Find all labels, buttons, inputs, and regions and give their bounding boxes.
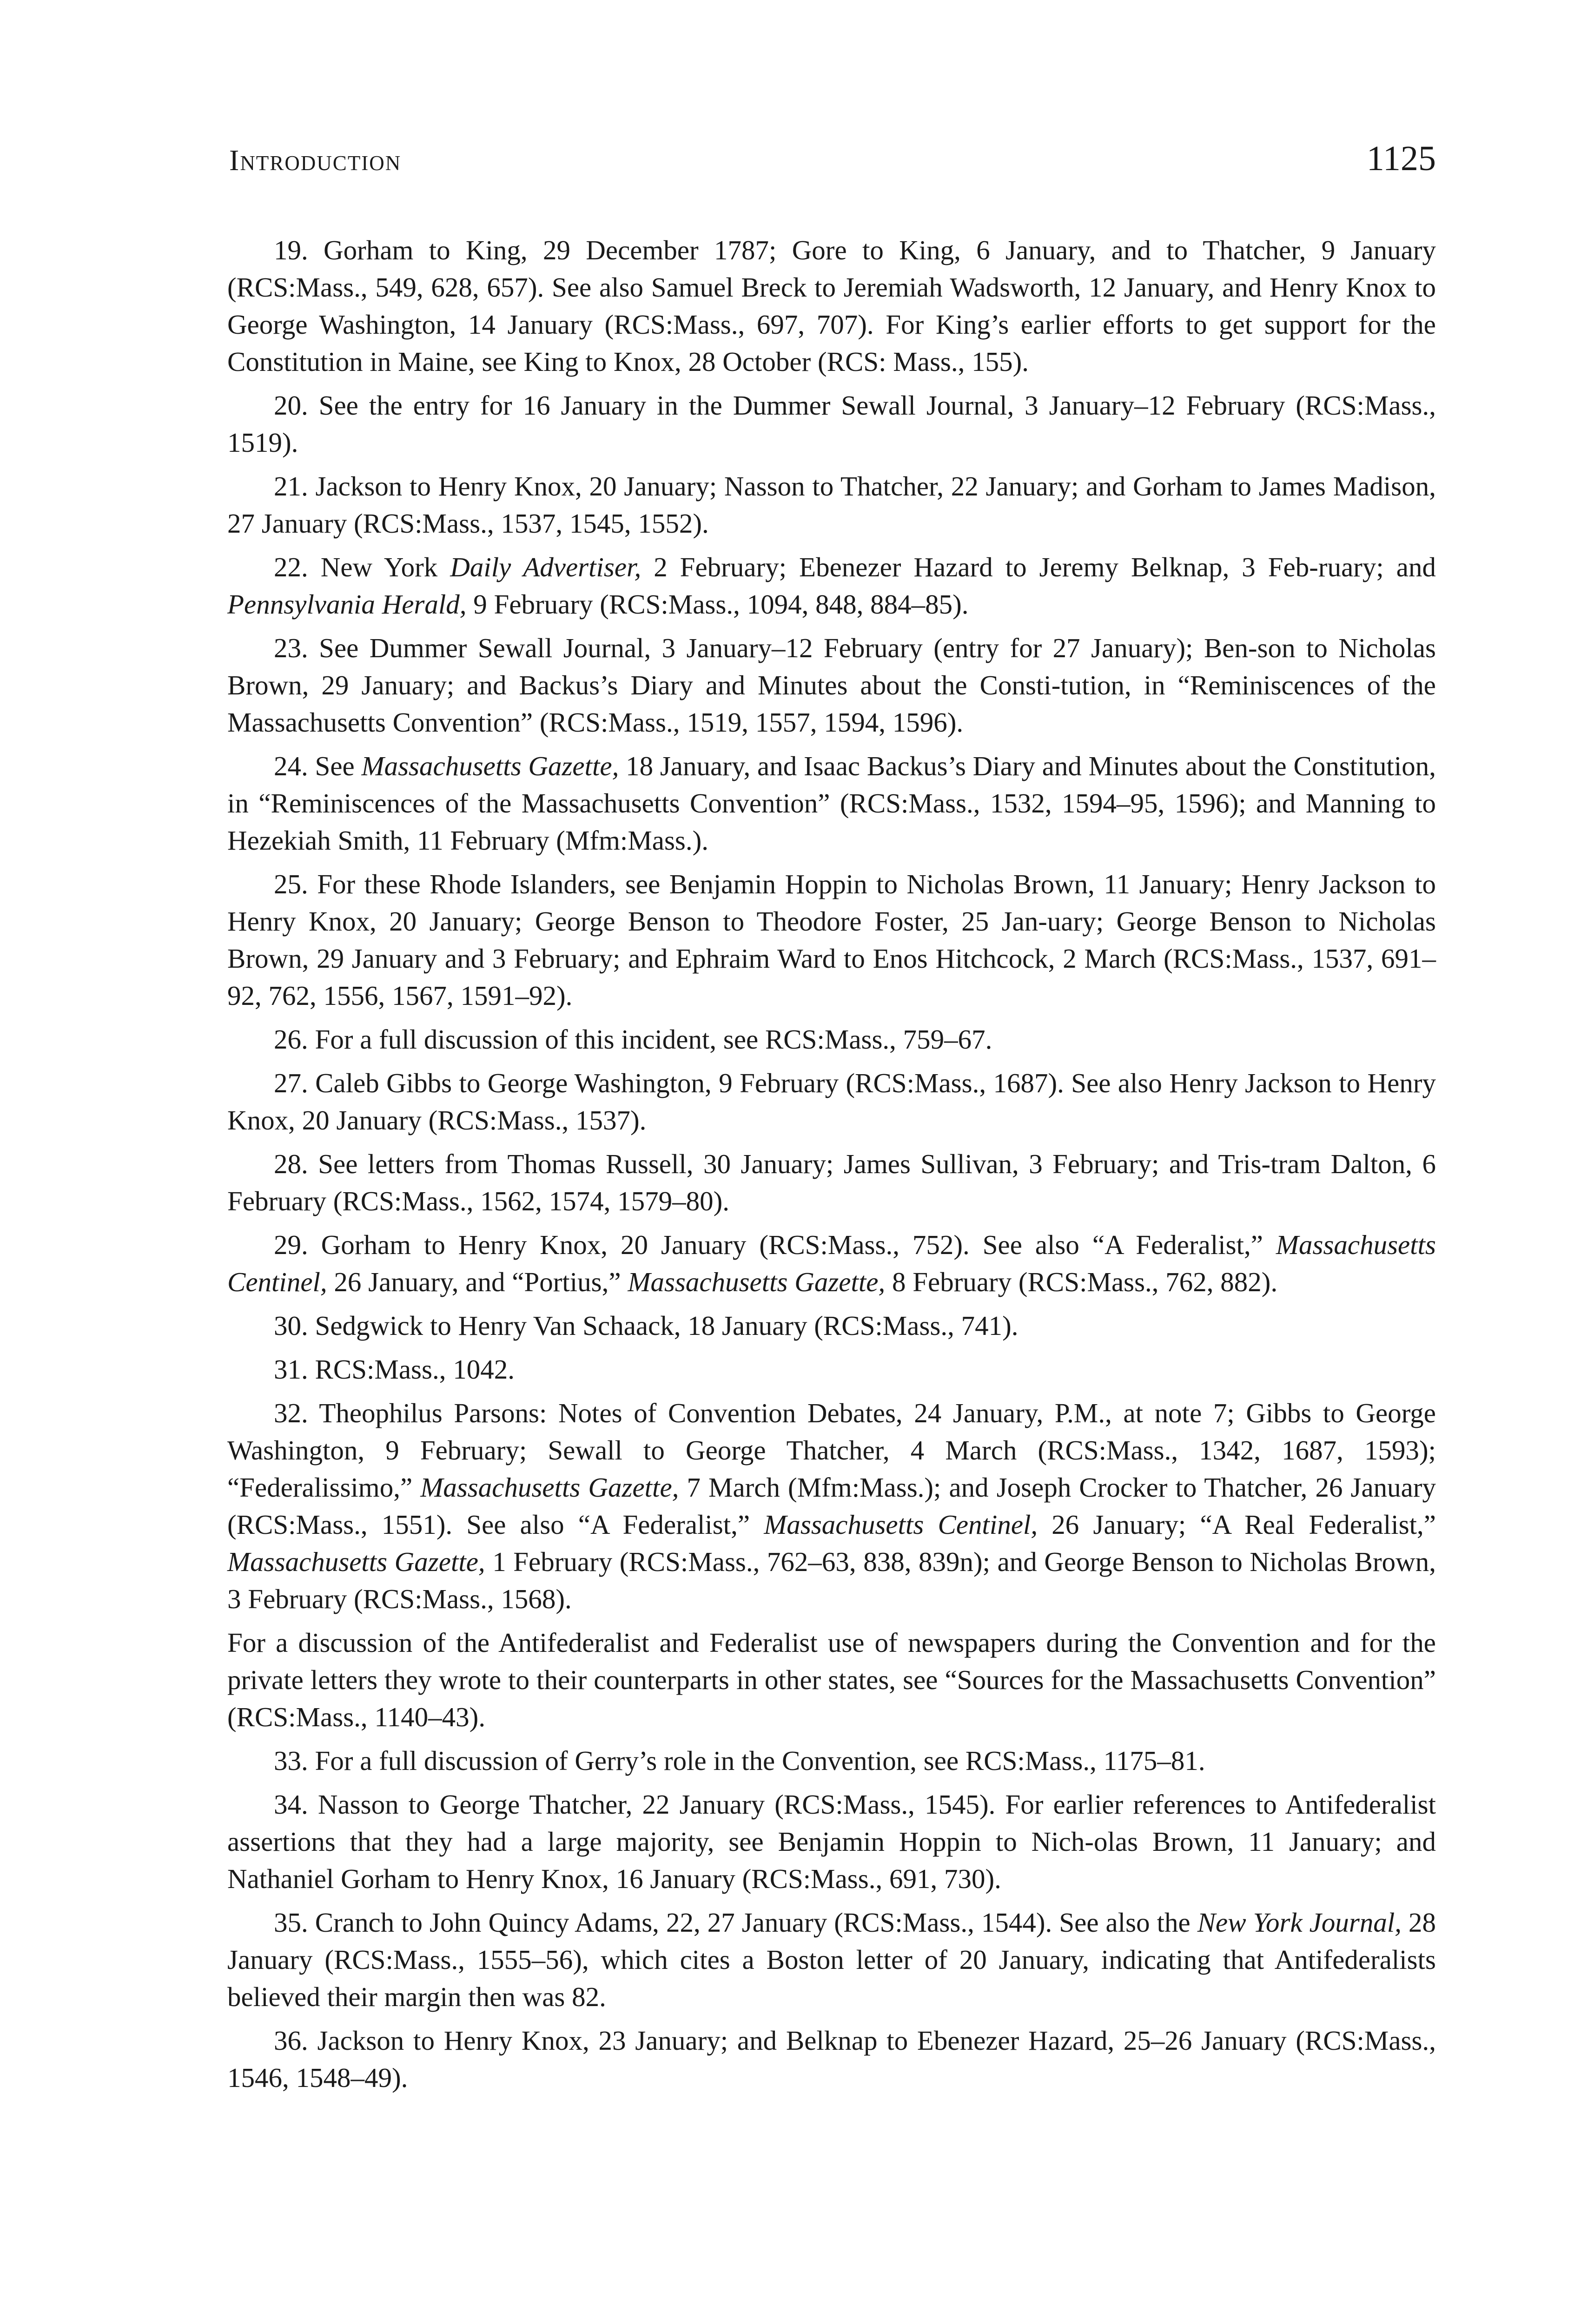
endnote-30: 30. Sedgwick to Henry Van Schaack, 18 January (RCS:Mass., 741). [274, 1310, 1018, 1341]
endnote-32: 32. Theophilus Parsons: Notes of Convention Debates, 24 January, P.M., at note 7; Gibbs to George Washington, 9 February; Sewall to George Thatcher, 4 March (RCS:Mass., 1342, 1687, 1593); “Federalissimo,” Massachusetts Gazette, 7 March (Mfm:Mass.); and Joseph Crocker to Thatcher, 26 January (RCS:Mass., 1551). See also “A Federalist,” Massachusetts Centinel, 26 January; “A Real Federalist,” Massachusetts Gazette, 1 February (RCS:Mass., 762–63, 838, 839n); and George Benson to Nicholas Brown, 3 February (RCS:Mass., 1568). [227, 1398, 1436, 1614]
document-page [227, 135, 1436, 2103]
endnote-26: 26. For a full discussion of this incident, see RCS:Mass., 759–67. [274, 1024, 992, 1055]
endnote-20: 20. See the entry for 16 January in the Dummer Sewall Journal, 3 January–12 February (RCS:Mass., 1519). [227, 390, 1436, 458]
endnote-28: 28. See letters from Thomas Russell, 30 January; James Sullivan, 3 February; and Tris-tram Dalton, 6 February (RCS:Mass., 1562, 1574, 1579–80). [227, 1149, 1436, 1216]
endnotes-body [227, 231, 1436, 2096]
endnote-24: 24. See Massachusetts Gazette, 18 January, and Isaac Backus’s Diary and Minutes about the Constitution, in “Reminiscences of the Massachusetts Convention” (RCS:Mass., 1532, 1594–95, 1596); and Manning to Hezekiah Smith, 11 February (Mfm:Mass.). [227, 751, 1436, 856]
page-number: 1125 [1366, 139, 1436, 178]
endnote-23: 23. See Dummer Sewall Journal, 3 January–12 February (entry for 27 January); Ben-son to Nicholas Brown, 29 January; and Backus’s Diary and Minutes about the Consti-tution, in “Reminiscences of the Massachusetts Convention” (RCS:Mass., 1519, 1557, 1594, 1596). [227, 633, 1436, 738]
endnote-21: 21. Jackson to Henry Knox, 20 January; Nasson to Thatcher, 22 January; and Gorham to James Madison, 27 January (RCS:Mass., 1537, 1545, 1552). [227, 471, 1436, 539]
page-header [227, 135, 1436, 186]
endnote-22: 22. New York Daily Advertiser, 2 February; Ebenezer Hazard to Jeremy Belknap, 3 Feb-ruary; and Pennsylvania Herald, 9 February (RCS:Mass., 1094, 848, 884–85). [227, 552, 1436, 620]
running-head: Introduction [229, 144, 402, 177]
endnote-36: 36. Jackson to Henry Knox, 23 January; and Belknap to Ebenezer Hazard, 25–26 January (RCS:Mass., 1546, 1548–49). [227, 2025, 1436, 2093]
endnote-25: 25. For these Rhode Islanders, see Benjamin Hoppin to Nicholas Brown, 11 January; Henry Jackson to Henry Knox, 20 January; George Benson to Theodore Foster, 25 Jan-uary; George Benson to Nicholas Brown, 29 January and 3 February; and Ephraim Ward to Enos Hitchcock, 2 March (RCS:Mass., 1537, 691–92, 762, 1556, 1567, 1591–92). [227, 869, 1436, 1011]
endnote-19: 19. Gorham to King, 29 December 1787; Gore to King, 6 January, and to Thatcher, 9 January (RCS:Mass., 549, 628, 657). See also Samuel Breck to Jeremiah Wadsworth, 12 January, and Henry Knox to George Washington, 14 January (RCS:Mass., 697, 707). For King’s earlier efforts to get support for the Constitution in Maine, see King to Knox, 28 October (RCS: Mass., 155). [227, 235, 1436, 377]
endnote-33: 33. For a full discussion of Gerry’s role in the Convention, see RCS:Mass., 1175–81. [274, 1745, 1205, 1776]
endnote-27: 27. Caleb Gibbs to George Washington, 9 February (RCS:Mass., 1687). See also Henry Jackson to Henry Knox, 20 January (RCS:Mass., 1537). [227, 1068, 1436, 1136]
endnote-continuation: For a discussion of the Antifederalist and Federalist use of newspapers during the Convention and for the private letters they wrote to their counterparts in other states, see “Sources for the Massachusetts Convention” (RCS:Mass., 1140–43). [227, 1627, 1436, 1732]
endnote-35: 35. Cranch to John Quincy Adams, 22, 27 January (RCS:Mass., 1544). See also the New York Journal, 28 January (RCS:Mass., 1555–56), which cites a Boston letter of 20 January, indicating that Antifederalists believed their margin then was 82. [227, 1907, 1436, 2012]
endnote-31: 31. RCS:Mass., 1042. [274, 1354, 515, 1385]
endnote-34: 34. Nasson to George Thatcher, 22 January (RCS:Mass., 1545). For earlier references to Antifederalist assertions that they had a large majority, see Benjamin Hoppin to Nich-olas Brown, 11 January; and Nathaniel Gorham to Henry Knox, 16 January (RCS:Mass., 691, 730). [227, 1789, 1436, 1894]
endnote-29: 29. Gorham to Henry Knox, 20 January (RCS:Mass., 752). See also “A Federalist,” Massachusetts Centinel, 26 January, and “Portius,” Massachusetts Gazette, 8 February (RCS:Mass., 762, 882). [227, 1229, 1436, 1297]
